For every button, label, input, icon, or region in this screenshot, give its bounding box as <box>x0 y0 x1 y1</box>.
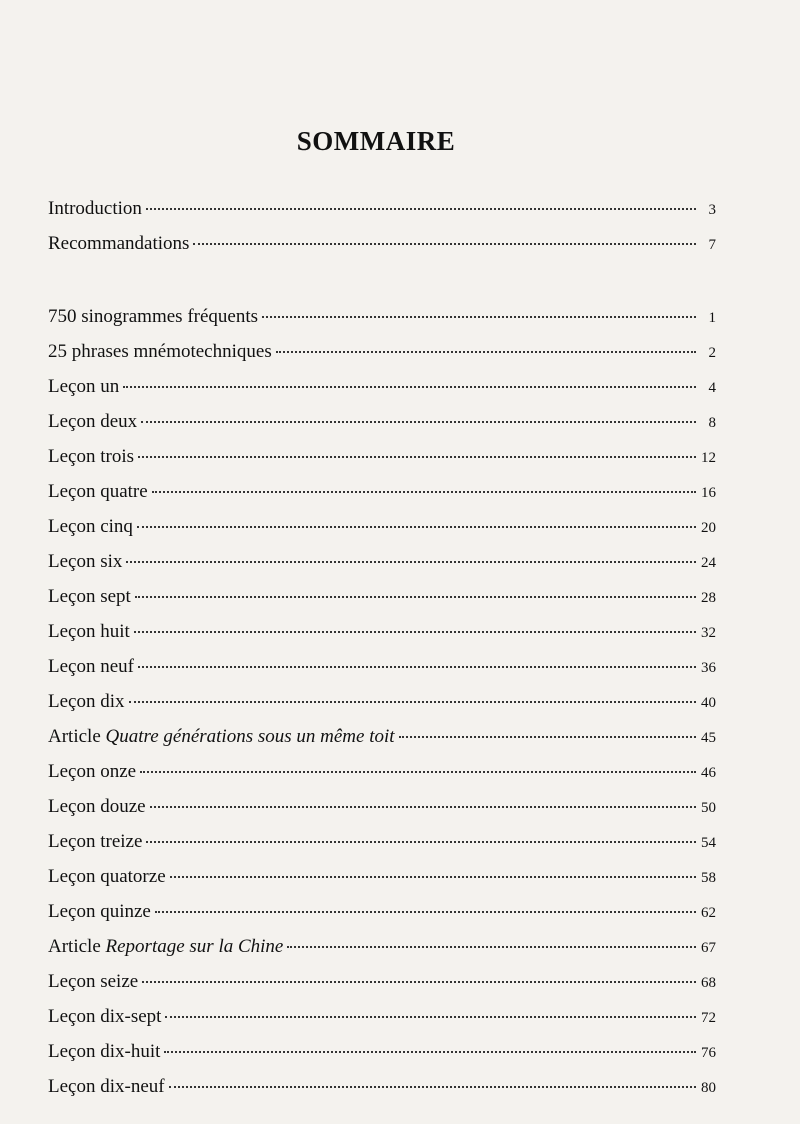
toc-entry-title: Article <box>48 936 101 957</box>
dot-leader <box>193 243 696 245</box>
toc-entry-title: Leçon dix <box>48 691 125 712</box>
toc-entry-page-number: 50 <box>701 800 716 816</box>
dot-leader <box>262 316 696 318</box>
toc-entry <box>48 831 716 861</box>
toc-entry-title: Leçon huit <box>48 621 130 642</box>
toc-entry-label <box>48 551 122 573</box>
dot-leader <box>123 386 696 388</box>
toc-entry <box>48 376 716 406</box>
toc-entry-label <box>48 971 138 993</box>
dot-leader <box>138 456 696 458</box>
toc-entry <box>48 1006 716 1036</box>
toc-entry-page-number: 45 <box>701 730 716 746</box>
toc-entry-page-number: 12 <box>701 450 716 466</box>
toc-entry-title: Leçon dix-sept <box>48 1006 162 1027</box>
toc-entry-page-number: 80 <box>701 1080 716 1096</box>
toc-entry-label <box>48 586 131 608</box>
toc-entry <box>48 233 716 263</box>
toc-entry-label <box>48 411 137 433</box>
toc-entry <box>48 341 716 371</box>
toc-entry <box>48 901 716 931</box>
toc-entry-page-number: 7 <box>708 237 716 253</box>
dot-leader <box>138 666 696 668</box>
dot-leader <box>164 1051 696 1053</box>
dot-leader <box>137 526 696 528</box>
toc-entry-label <box>48 306 258 328</box>
toc-entry <box>48 726 716 756</box>
dot-leader <box>126 561 696 563</box>
toc-entry-title: 750 sinogrammes fréquents <box>48 306 259 327</box>
toc-entry-page-number: 16 <box>701 485 716 501</box>
dot-leader <box>129 701 696 703</box>
toc-entry-title: Leçon seize <box>48 971 139 992</box>
toc-entry-title: Leçon quatre <box>48 481 148 502</box>
dot-leader <box>141 421 696 423</box>
toc-entry-label <box>48 481 148 503</box>
toc-entry-label <box>48 866 166 888</box>
toc-entry-page-number: 58 <box>701 870 716 886</box>
toc-entry-title: Leçon un <box>48 376 120 397</box>
toc-entry-label <box>48 1041 160 1063</box>
dot-leader <box>276 351 696 353</box>
toc-entry-title: Leçon neuf <box>48 656 134 677</box>
toc-entry-page-number: 76 <box>701 1045 716 1061</box>
toc-entry <box>48 796 716 826</box>
toc-entry-article-title: Quatre générations sous un même toit <box>105 726 395 747</box>
dot-leader <box>152 491 696 493</box>
toc-entry-page-number: 62 <box>701 905 716 921</box>
toc-entry-title: Leçon sept <box>48 586 131 607</box>
toc-entry-page-number: 46 <box>701 765 716 781</box>
toc-entry <box>48 516 716 546</box>
toc-entry-label <box>48 233 189 255</box>
toc-entry-title: Leçon dix-huit <box>48 1041 161 1062</box>
dot-leader <box>134 631 696 633</box>
dot-leader <box>150 806 696 808</box>
toc-entry-page-number: 28 <box>701 590 716 606</box>
toc-entry-label <box>48 691 125 713</box>
toc-entry <box>48 586 716 616</box>
dot-leader <box>140 771 696 773</box>
toc-entry-label <box>48 1006 161 1028</box>
toc-entry-title: Leçon cinq <box>48 516 133 537</box>
toc-entry <box>48 971 716 1001</box>
toc-entry-page-number: 20 <box>701 520 716 536</box>
toc-entry-page-number: 40 <box>701 695 716 711</box>
dot-leader <box>170 876 696 878</box>
toc-entry-title: Introduction <box>48 198 142 219</box>
toc-entry <box>48 306 716 336</box>
dot-leader <box>135 596 696 598</box>
toc-entry-title: Article <box>48 726 101 747</box>
toc-entry <box>48 936 716 966</box>
dot-leader <box>155 911 696 913</box>
toc-entry-article-title: Reportage sur la Chine <box>105 936 284 957</box>
toc-entry-page-number: 24 <box>701 555 716 571</box>
toc-entry-title: Leçon quatorze <box>48 866 166 887</box>
toc-entry-page-number: 54 <box>701 835 716 851</box>
toc-entry-title: Leçon six <box>48 551 123 572</box>
toc-entry-title: 25 phrases mnémotechniques <box>48 341 272 362</box>
toc-entry-label <box>48 621 130 643</box>
toc-entry-title: Leçon deux <box>48 411 138 432</box>
dot-leader <box>399 736 696 738</box>
page-title: SOMMAIRE <box>296 126 456 156</box>
toc-entry <box>48 198 716 228</box>
toc-entry <box>48 866 716 896</box>
dot-leader <box>169 1086 696 1088</box>
toc-entry <box>48 481 716 511</box>
dot-leader <box>146 208 696 210</box>
toc-entry-title: Leçon quinze <box>48 901 151 922</box>
toc-entry-label <box>48 341 272 363</box>
toc-entry-page-number: 72 <box>701 1010 716 1026</box>
toc-entry-label <box>48 831 142 853</box>
toc-entry-page-number: 3 <box>708 202 716 218</box>
toc-entry-label <box>48 198 142 220</box>
toc-entry-title: Recommandations <box>48 233 190 254</box>
toc-entry-page-number: 1 <box>708 310 716 326</box>
toc-entry-title: Leçon treize <box>48 831 143 852</box>
dot-leader <box>146 841 696 843</box>
toc-entry-page-number: 4 <box>708 380 716 396</box>
toc-entry-label <box>48 761 136 783</box>
toc-entry <box>48 1041 716 1071</box>
toc-entry-page-number: 8 <box>708 415 716 431</box>
toc-entry <box>48 621 716 651</box>
toc-entry <box>48 761 716 791</box>
toc-entry-label <box>48 656 134 678</box>
dot-leader <box>287 946 696 948</box>
toc-entry <box>48 551 716 581</box>
toc-entry-label <box>48 516 133 538</box>
toc-entry-label <box>48 446 134 468</box>
toc-entry-page-number: 36 <box>701 660 716 676</box>
toc-entry-page-number: 2 <box>708 345 716 361</box>
toc-entry-page-number: 32 <box>701 625 716 641</box>
toc-entry <box>48 411 716 441</box>
toc-entry-label <box>48 796 146 818</box>
toc-entry-title: Leçon douze <box>48 796 146 817</box>
toc-entry-label <box>48 726 395 748</box>
toc-entry <box>48 446 716 476</box>
toc-entry-label <box>48 936 283 958</box>
toc-entry <box>48 1076 716 1106</box>
toc-entry <box>48 656 716 686</box>
toc-entry-title: Leçon trois <box>48 446 135 467</box>
toc-entry <box>48 691 716 721</box>
toc-entry-label <box>48 901 151 923</box>
toc-entry-title: Leçon dix-neuf <box>48 1076 165 1097</box>
toc-entry-label <box>48 376 119 398</box>
dot-leader <box>142 981 696 983</box>
toc-entry-label <box>48 1076 165 1098</box>
dot-leader <box>165 1016 696 1018</box>
toc-entry-title: Leçon onze <box>48 761 137 782</box>
toc-entry-page-number: 67 <box>701 940 716 956</box>
toc-entry-page-number: 68 <box>701 975 716 991</box>
